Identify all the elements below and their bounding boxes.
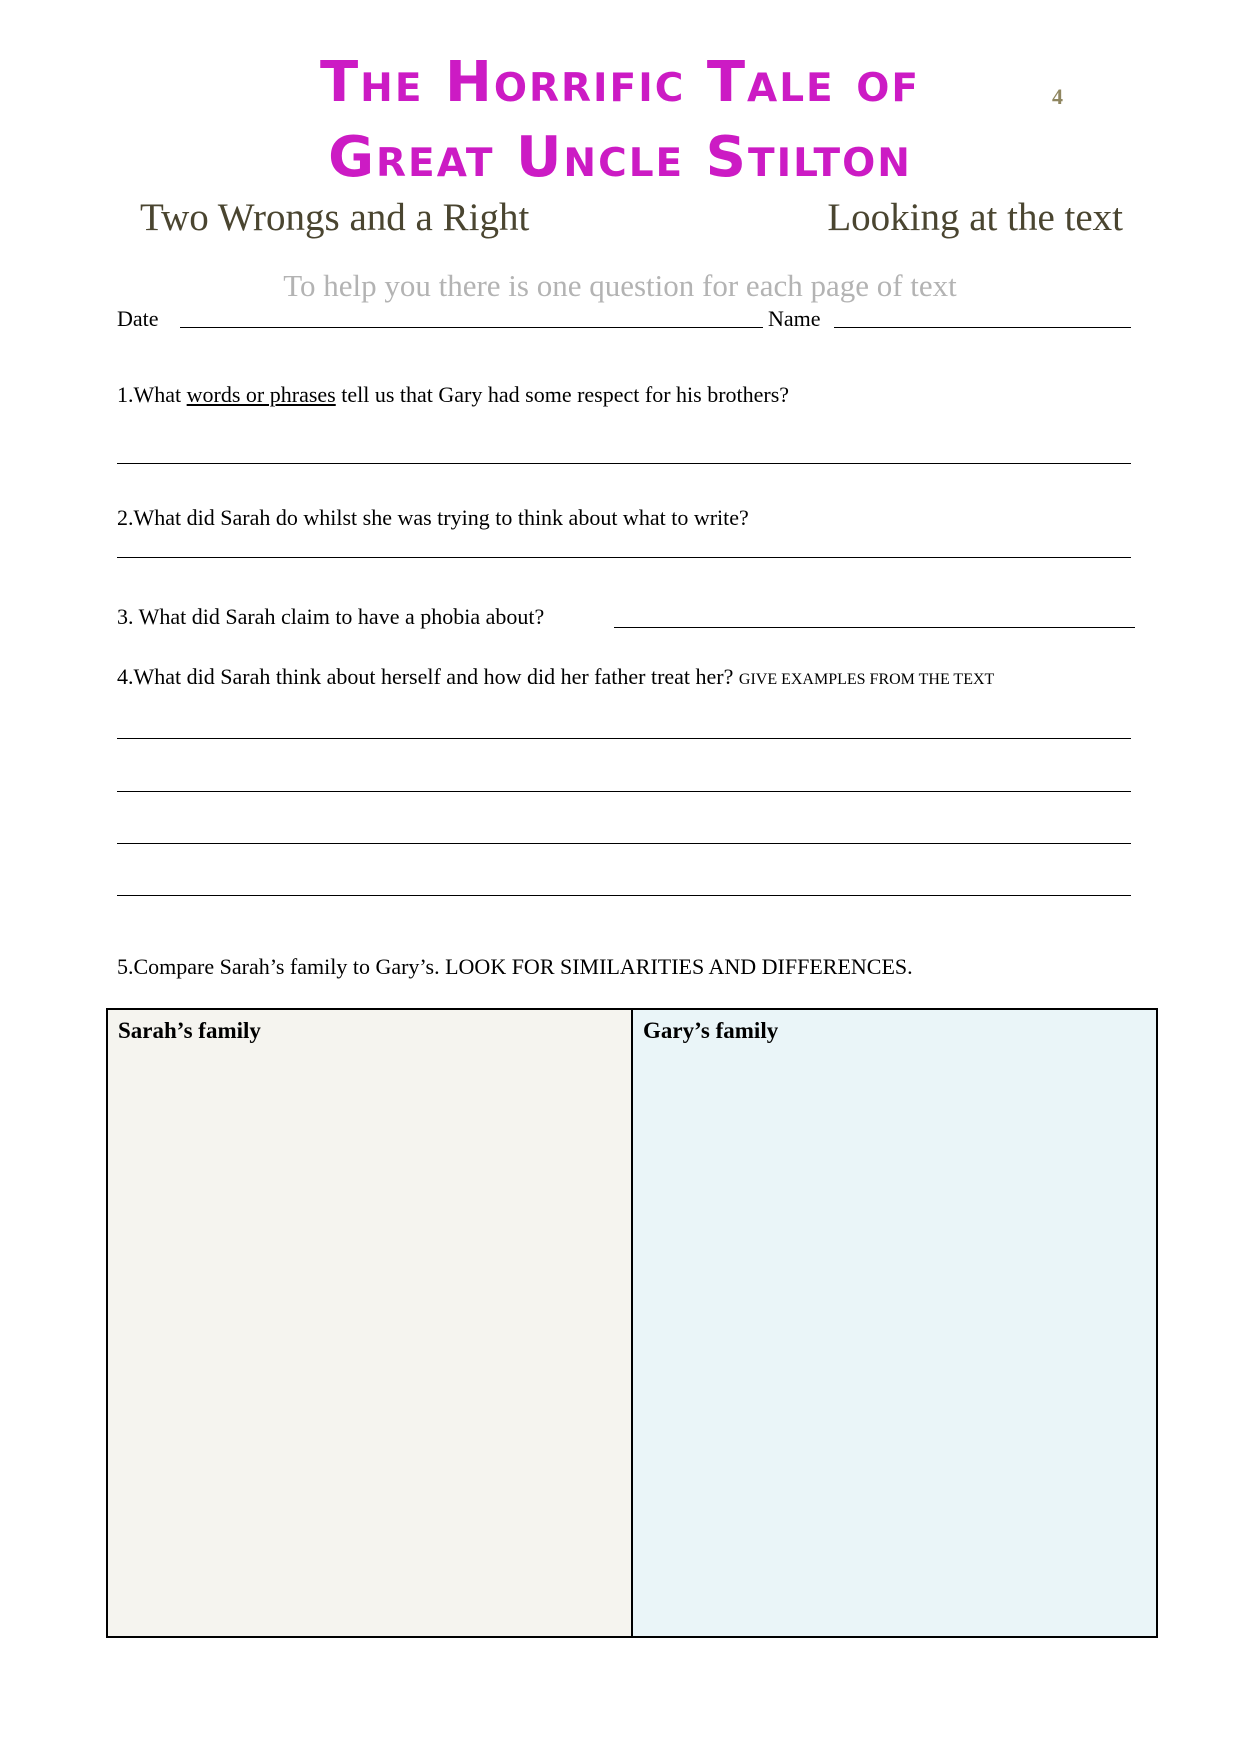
question-1-suffix: tell us that Gary had some respect for his brothers? <box>335 382 790 407</box>
question-2: 2.What did Sarah do whilst she was trying to think about what to write? <box>117 505 749 530</box>
question-1-underlined-phrase: words or phrases <box>186 382 336 407</box>
name-answer-line[interactable] <box>834 327 1131 328</box>
family-comparison-table <box>106 1008 1158 1638</box>
worksheet-title-line-2: Great Uncle Stilton <box>328 125 912 190</box>
activity-subtitle: Looking at the text <box>827 196 1123 239</box>
question-4-answer-line-2[interactable] <box>117 791 1131 792</box>
question-2-answer-line[interactable] <box>117 557 1131 558</box>
question-1-answer-line[interactable] <box>117 463 1131 464</box>
question-4-main: 4.What did Sarah think about herself and how did her father treat her? <box>117 664 739 689</box>
page-number: 4 <box>1052 84 1063 109</box>
question-4-answer-line-4[interactable] <box>117 895 1131 896</box>
question-3: 3. What did Sarah claim to have a phobia about? <box>117 604 545 629</box>
name-label: Name <box>768 306 821 331</box>
question-4 <box>117 664 994 690</box>
sarah-family-heading: Sarah’s family <box>118 1018 261 1043</box>
question-4-answer-line-3[interactable] <box>117 843 1131 844</box>
worksheet-title-line-1: The Horrific Tale of <box>319 50 920 115</box>
date-answer-line[interactable] <box>180 327 763 328</box>
date-label: Date <box>117 306 159 331</box>
chapter-subtitle: Two Wrongs and a Right <box>140 196 530 239</box>
question-1 <box>117 382 789 408</box>
question-5: 5.Compare Sarah’s family to Gary’s. LOOK FOR SIMILARITIES AND DIFFERENCES. <box>117 954 913 979</box>
question-3-answer-line[interactable] <box>614 627 1135 628</box>
gary-family-heading: Gary’s family <box>643 1018 779 1043</box>
sarah-family-cell[interactable] <box>108 1010 633 1636</box>
help-note: To help you there is one question for each page of text <box>283 268 957 303</box>
gary-family-cell[interactable] <box>633 1010 1156 1636</box>
question-4-note: GIVE EXAMPLES FROM THE TEXT <box>738 671 995 688</box>
question-4-answer-line-1[interactable] <box>117 738 1131 739</box>
question-1-prefix: 1.What <box>117 382 187 407</box>
